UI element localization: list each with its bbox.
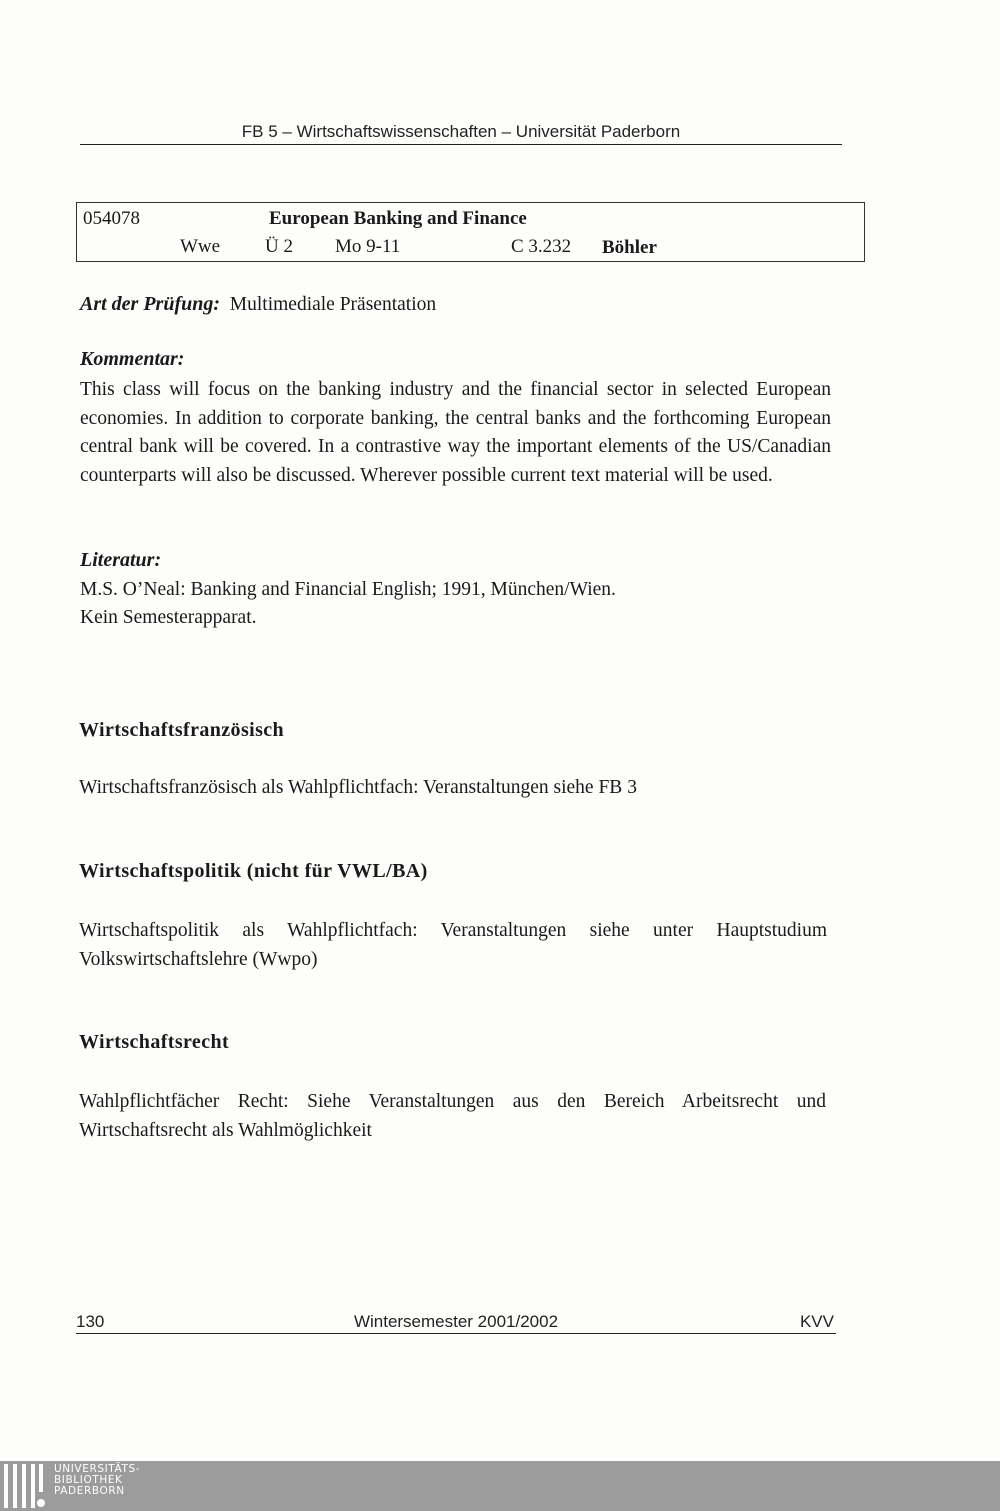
course-time: Mo 9-11: [335, 236, 401, 257]
section-heading: Wirtschaftsrecht: [79, 1031, 230, 1053]
literature-line: M.S. O’Neal: Banking and Financial English; 1991, München/Wien.: [80, 579, 616, 600]
exam-label: Art der Prüfung:: [80, 293, 221, 315]
course-number: 054078: [83, 208, 140, 229]
library-dot-icon: [37, 1499, 45, 1507]
comment-label: Kommentar:: [80, 348, 185, 370]
course-lecturer: Böhler: [602, 237, 657, 258]
course-title: European Banking and Finance: [269, 208, 527, 229]
page-number: 130: [76, 1312, 105, 1331]
running-header: FB 5 – Wirtschaftswissenschaften – Universität Paderborn: [80, 120, 842, 145]
exam-value: Multimediale Präsentation: [229, 294, 437, 315]
course-institute: Wwe: [180, 236, 221, 257]
section-text: Wahlpflichtfächer Recht: Siehe Veranstaltungen aus den Bereich Arbeitsrecht und Wirtschaftsrecht als Wahlmöglichkeit: [79, 1091, 826, 1141]
literature-label: Literatur:: [80, 549, 162, 571]
course-info-box: [76, 202, 865, 262]
footer-semester: Wintersemester 2001/2002: [353, 1312, 559, 1331]
comment-text: This class will focus on the banking industry and the financial sector in selected European economies. In addition to corporate banking, the central banks and the forthcoming European central bank will be covered. In a contrastive way the important elements of the US/Canadian counterparts will also be discussed. Wherever possible current text material will be used.: [80, 379, 831, 486]
section-heading: Wirtschaftspolitik (nicht für VWL/BA): [79, 860, 428, 882]
section-text: Wirtschaftsfranzösisch als Wahlpflichtfach: Veranstaltungen siehe FB 3: [79, 777, 637, 798]
footer-tag: KVV: [799, 1312, 834, 1331]
library-name: UNIVERSITÄTS- BIBLIOTHEK PADERBORN: [54, 1463, 141, 1497]
section-heading: Wirtschaftsfranzösisch: [79, 719, 285, 741]
course-room: C 3.232: [511, 236, 572, 257]
page-footer: [76, 1311, 836, 1334]
section-text: Wirtschaftspolitik als Wahlpflichtfach: Veranstaltungen siehe unter Hauptstudium Volkswirtschaftslehre (Wwpo): [79, 920, 827, 970]
exam-line: [80, 290, 436, 320]
course-type: Ü 2: [265, 236, 293, 257]
literature-line: Kein Semesterapparat.: [80, 607, 257, 628]
library-banner: [0, 1461, 1000, 1511]
